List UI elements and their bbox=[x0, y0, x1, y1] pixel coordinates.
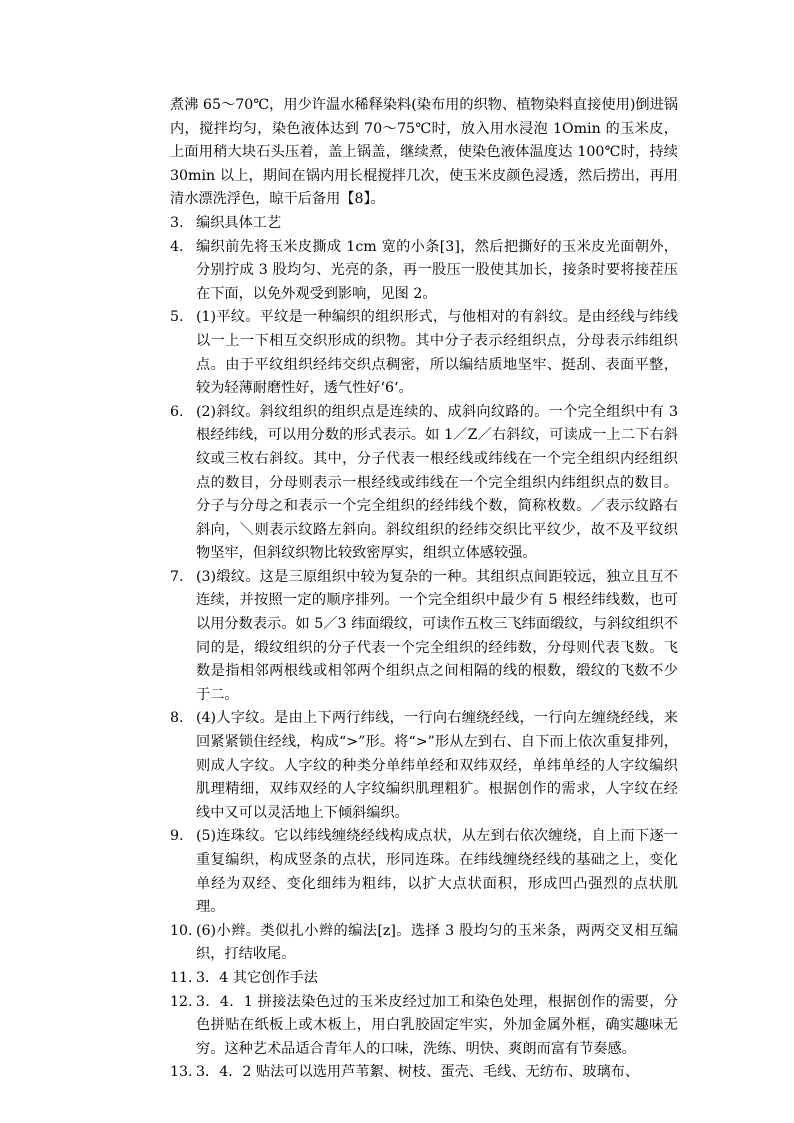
list-item bbox=[170, 920, 678, 967]
list-item-number: 8. bbox=[170, 710, 184, 727]
list-item-text: (5)连珠纹。它以纬线缠绕经线构成点状，从左到右依次缠绕，自上而下逐一重复编织，构成竖条的点状，形同连珠。在纬线缠绕经线的基础之上，变化单经为双经、变化细纬为粗纬，以扩大点状面积，形成凹凸强烈的点状肌理。 bbox=[196, 828, 678, 916]
list-item bbox=[170, 306, 678, 400]
list-item bbox=[170, 707, 678, 825]
document-body bbox=[170, 94, 678, 1085]
list-item bbox=[170, 566, 678, 708]
numbered-list bbox=[170, 212, 678, 1085]
list-item-number: 4. bbox=[170, 238, 184, 255]
list-item-number: 11. bbox=[170, 969, 193, 986]
list-item bbox=[170, 825, 678, 919]
list-item-text: (3)缎纹。这是三原组织中较为复杂的一种。其组织点间距较远，独立且互不连续，并按照一定的顺序排列。一个完全组织中最少有 5 根经纬线数，也可以用分数表示。如 5／3 纬面缎纹，可读作五枚三飞纬面缎纹，与斜纹组织不同的是，缎纹组织的分子代表一个完全组织的经纬数，分母则代表飞数。飞数是指相邻两根线或相邻两个组织点之间相隔的线的根数，缎纹的飞数不少于二。 bbox=[196, 568, 678, 703]
list-item-text: (4)人字纹。是由上下两行纬线，一行向右缠绕经线，一行向左缠绕经线，来回紧紧锁住经线，构成“>”形。将“>”形从左到右、自下而上依次重复排列，则成人字纹。人字纹的种类分单纬单经和双纬双经，单纬单经的人字纹编织肌理精细，双纬双经的人字纹编织肌理粗犷。根据创作的需求，人字纹在经线中又可以灵活地上下倾斜编织。 bbox=[196, 710, 678, 821]
list-item-text: 3．4 其它创作手法 bbox=[196, 969, 318, 986]
list-item bbox=[170, 401, 678, 566]
list-item bbox=[170, 212, 678, 236]
list-item-text: (2)斜纹。斜纹组织的组织点是连续的、成斜向纹路的。一个完全组织中有 3 根经纬线，可以用分数的形式表示。如 1／Z／右斜纹，可读成一上二下右斜纹或三枚右斜纹。其中，分子代表一根经线或纬线在一个完全组织内经组织点的数目，分母则表示一根经线或纬线在一个完全组织内纬组织点的数目。分子与分母之和表示一个完全组织的经纬线个数，简称枚数。／表示纹路右斜向，＼则表示纹路左斜向。斜纹组织的经纬交织比平纹少，故不及平纹织物坚牢，但斜纹织物比较致密厚实，组织立体感较强。 bbox=[196, 403, 678, 562]
list-item-text: (6)小辫。类似扎小辫的编法[z]。选择 3 股均匀的玉米条，两两交叉相互编织，打结收尾。 bbox=[196, 922, 678, 963]
list-item-number: 10. bbox=[170, 922, 193, 939]
list-item bbox=[170, 967, 678, 991]
list-item bbox=[170, 236, 678, 307]
list-item-text: 3．4．2 贴法可以选用芦苇絮、树枝、蛋壳、毛线、无纺布、玻璃布、 bbox=[196, 1064, 640, 1081]
list-item-text: 编织前先将玉米皮撕成 1cm 宽的小条[3]，然后把撕好的玉米皮光面朝外，分别拧成 3 股均匀、光亮的条，再一股压一股使其加长，接条时要将接茬压在下面，以免外观受到影响，见图 2。 bbox=[196, 238, 678, 302]
list-item-text: 编织具体工艺 bbox=[196, 214, 282, 231]
list-item-number: 13. bbox=[170, 1064, 193, 1081]
list-item-number: 5. bbox=[170, 309, 184, 326]
list-item bbox=[170, 1061, 678, 1085]
list-item bbox=[170, 991, 678, 1062]
list-item-text: 3．4．1 拼接法染色过的玉米皮经过加工和染色处理，根据创作的需要，分色拼贴在纸板上或木板上，用白乳胶固定牢实，外加金属外框，确实趣味无穷。这种艺术品适合青年人的口味，洗练、明快、爽朗而富有节奏感。 bbox=[196, 993, 678, 1057]
lead-paragraph: 煮沸 65～70℃，用少许温水稀释染料(染布用的织物、植物染料直接使用)倒进锅内，搅拌均匀，染色液体达到 70～75℃时，放入用水浸泡 1Omin 的玉米皮，上面用稍大块石头压着，盖上锅盖，继续煮，使染色液体温度达 100℃时，持续 30min 以上，期间在锅内用长棍搅拌几次，使玉米皮颜色浸透，然后捞出，再用清水漂洗浮色，晾干后备用【8】。 bbox=[170, 97, 678, 208]
list-item-number: 12. bbox=[170, 993, 193, 1010]
list-item-number: 3. bbox=[170, 214, 184, 231]
list-item-number: 6. bbox=[170, 403, 184, 420]
list-item-text: (1)平纹。平纹是一种编织的组织形式，与他相对的有斜纹。是由经线与纬线以一上一下相互交织形成的织物。其中分子表示经组织点，分母表示纬组织点。由于平纹组织经纬交织点稠密，所以编结质地坚牢、挺刮、表面平整，较为轻薄耐磨性好，透气性好‘6‘。 bbox=[196, 309, 678, 397]
list-item-number: 7. bbox=[170, 568, 184, 585]
list-item-number: 9. bbox=[170, 828, 184, 845]
